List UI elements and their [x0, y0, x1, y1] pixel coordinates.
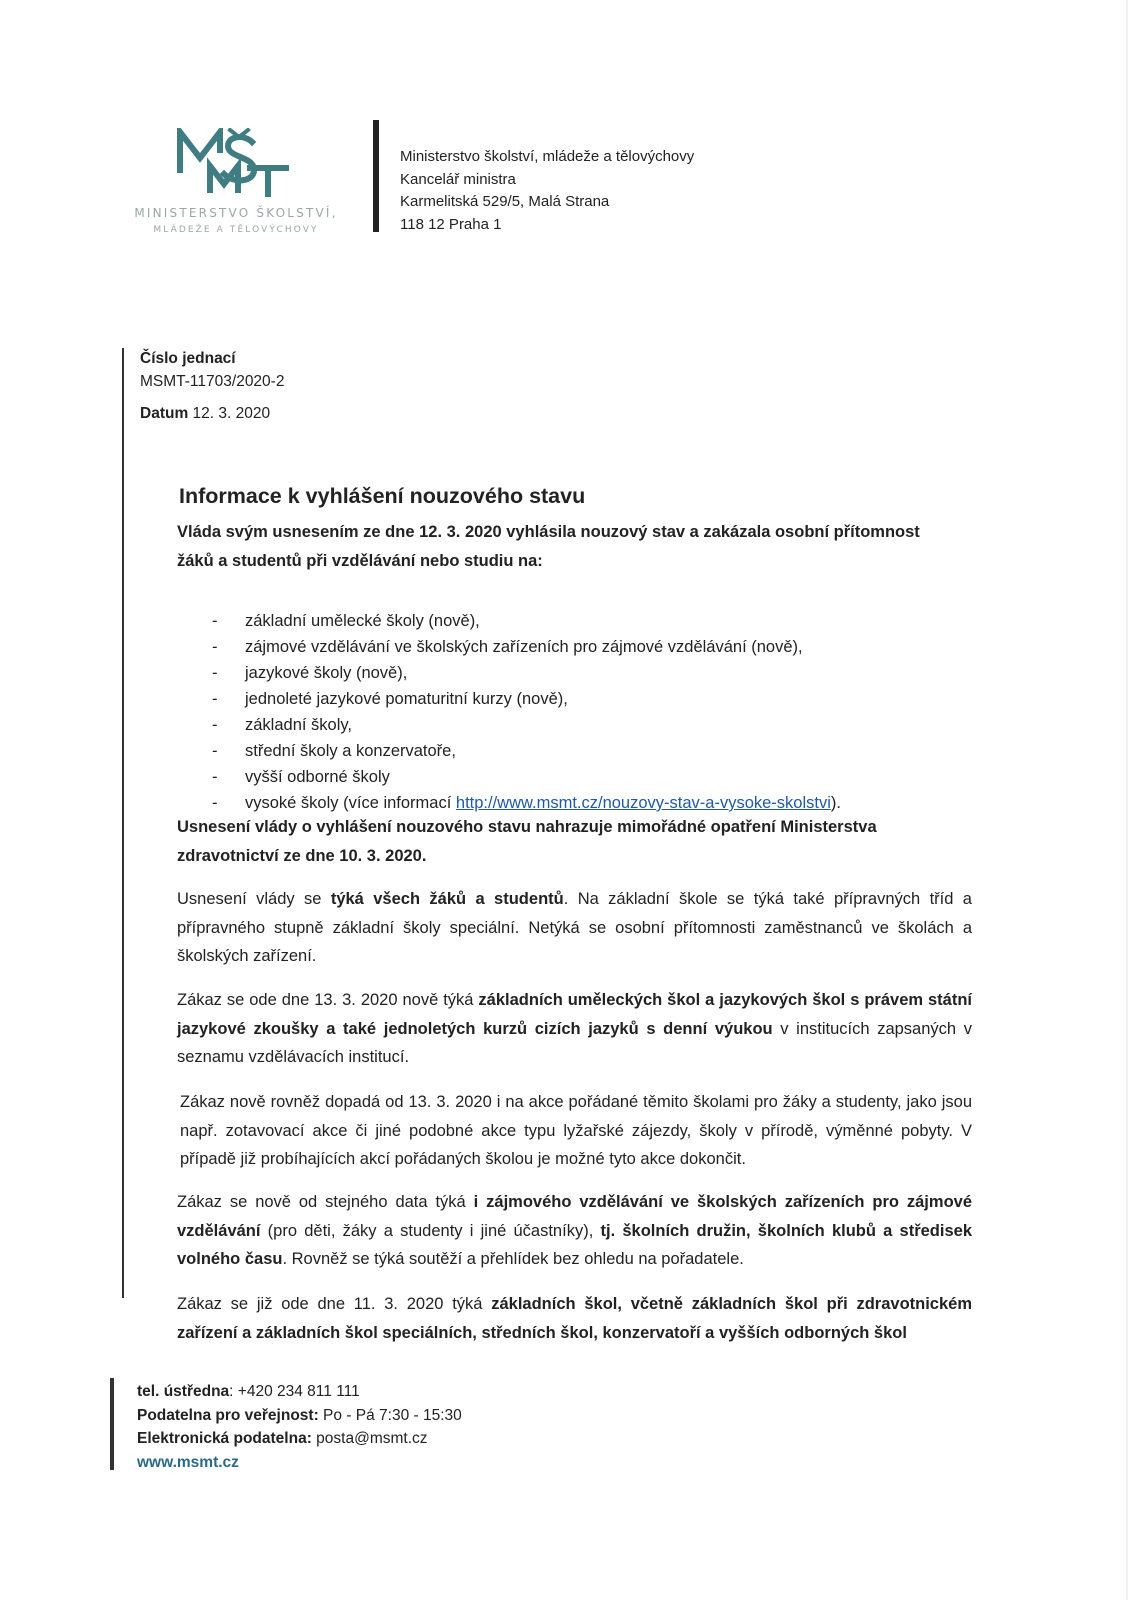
footer-divider — [110, 1378, 114, 1470]
ban-11-paragraph — [177, 1290, 972, 1347]
reference-label: Číslo jednací — [140, 350, 236, 367]
list-item-text: základní školy, — [245, 716, 352, 734]
address-line: Karmelitská 529/5, Malá Strana — [400, 193, 610, 210]
list-item-text: základní umělecké školy (nově), — [245, 612, 480, 630]
contact-footer — [137, 1380, 462, 1474]
reference-number: MSMT-11703/2020-2 — [140, 373, 285, 390]
email-value: posta@msmt.cz — [311, 1430, 428, 1447]
paragraph-line: Usnesení vlády o vyhlášení nouzového stavu nahrazuje mimořádné opatření Ministerstva — [177, 818, 877, 836]
bullet-dash: - — [212, 638, 218, 656]
text-run: . Rovněž se týká soutěží a přehlídek bez ohledu na pořadatele. — [282, 1250, 744, 1268]
scope-paragraph — [177, 885, 972, 971]
text-run: v institucích zapsaných v seznamu vzdělávacích institucí. — [177, 1019, 972, 1066]
website-link[interactable]: www.msmt.cz — [137, 1453, 239, 1471]
ban-13-paragraph — [177, 986, 972, 1072]
list-item-text: jazykové školy (nově), — [245, 664, 408, 682]
bold-run: i zájmového vzdělávání ve školských zařízeních pro zájmové vzdělávání — [177, 1193, 972, 1240]
bullet-dash: - — [212, 716, 218, 734]
scan-edge — [1126, 0, 1128, 1600]
sender-address — [400, 146, 694, 236]
office-value: Po - Pá 7:30 - 15:30 — [318, 1406, 462, 1424]
replacement-paragraph — [177, 813, 972, 870]
list-item-text: zájmové vzdělávání ve školských zařízeních pro zájmové vzdělávání (nově), — [245, 638, 803, 656]
logo-caption-line2: MLÁDEŽE A TĚLOVÝCHOVY — [153, 225, 319, 235]
list-item-text: střední školy a konzervatoře, — [245, 742, 456, 760]
text-run: Zákaz se nově od stejného data týká — [177, 1193, 474, 1211]
paragraph-line: zdravotnictví ze dne 10. 3. 2020. — [177, 846, 427, 865]
phone-label: tel. ústředna — [137, 1383, 230, 1400]
email-label: Elektronická podatelna: — [137, 1430, 312, 1447]
document-title: Informace k vyhlášení nouzového stavu — [179, 484, 586, 508]
list-item-text: jednoleté jazykové pomaturitní kurzy (nově), — [245, 690, 568, 708]
text-run: Zákaz se již ode dne 11. 3. 2020 týká — [177, 1295, 492, 1313]
date-value: 12. 3. 2020 — [192, 405, 271, 422]
bold-run: týká všech žáků a studentů — [330, 890, 564, 908]
bullet-dash: - — [212, 794, 218, 812]
msmt-monogram-icon — [118, 128, 354, 208]
intro-line: žáků a studentů při vzdělávání nebo studiu na: — [177, 551, 543, 570]
header-divider — [373, 120, 379, 232]
text-run: Zákaz se ode dne 13. 3. 2020 nově týká — [177, 991, 479, 1009]
reference-date — [140, 405, 270, 423]
address-line: 118 12 Praha 1 — [400, 215, 502, 233]
left-margin-rule — [122, 348, 124, 1298]
intro-paragraph — [177, 518, 972, 575]
bullet-dash: - — [212, 612, 218, 630]
bullet-dash: - — [212, 742, 218, 760]
events-paragraph: Zákaz nově rovněž dopadá od 13. 3. 2020 i na akce pořádané těmito školami pro žáky a studenty, jako jsou např. zotavovací akce či jiné podobné akce typu lyžařské zájezdy, školy v přírodě, výměnné pobyty. V případě již probíhajících akcí pořádaných školou je možné tyto akce dokončit. — [180, 1093, 972, 1168]
bold-run: tj. školních družin, školních klubů a středisek volného času — [177, 1221, 972, 1268]
bullet-dash: - — [212, 690, 218, 708]
logo-caption-line1: MINISTERSTVO ŠKOLSTVÍ, — [134, 206, 338, 220]
intro-line: Vláda svým usnesením ze dne 12. 3. 2020 vyhlásila nouzový stav a zakázala osobní přítomnost — [177, 523, 920, 541]
footer-website — [137, 1451, 462, 1475]
address-line: Ministerstvo školství, mládeže a tělovýchovy — [400, 148, 695, 165]
ministry-logo — [118, 128, 354, 248]
bold-run: základních škol, včetně základních škol při zdravotnickém zařízení a základních škol speciálních, středních škol, konzervatoří a vyšších odborných škol — [177, 1295, 973, 1342]
date-label: Datum — [140, 405, 189, 422]
footer-phone — [137, 1380, 462, 1404]
footer-email — [137, 1427, 462, 1451]
bold-run: základních uměleckých škol a jazykových škol s právem státní jazykové zkoušky a také jednoletých kurzů cizích jazyků s denní výukou — [177, 991, 972, 1038]
footer-office-hours — [137, 1404, 462, 1428]
list-item-prefix: vysoké školy (více informací — [245, 794, 456, 812]
text-run: (pro děti, žáky a studenty i jiné účastníky), — [260, 1221, 601, 1240]
bullet-dash: - — [212, 768, 218, 786]
interest-education-paragraph — [177, 1188, 972, 1274]
text-run: Usnesení vlády se — [177, 890, 331, 908]
list-item-suffix: ). — [830, 794, 841, 812]
phone-value: : +420 234 811 111 — [229, 1383, 360, 1400]
universities-info-link[interactable]: http://www.msmt.cz/nouzovy-stav-a-vysoke-skolstvi — [455, 794, 831, 812]
bullet-dash: - — [212, 664, 218, 682]
address-line: Kancelář ministra — [400, 170, 516, 188]
list-item-text: vyšší odborné školy — [245, 768, 390, 786]
text-run: . Na základní škole se týká také přípravných tříd a přípravného stupně základní školy speciální. Netýká se osobní přítomnosti zaměstnanců ve školách a školských zařízení. — [177, 890, 972, 965]
office-label: Podatelna pro veřejnost: — [137, 1406, 319, 1424]
